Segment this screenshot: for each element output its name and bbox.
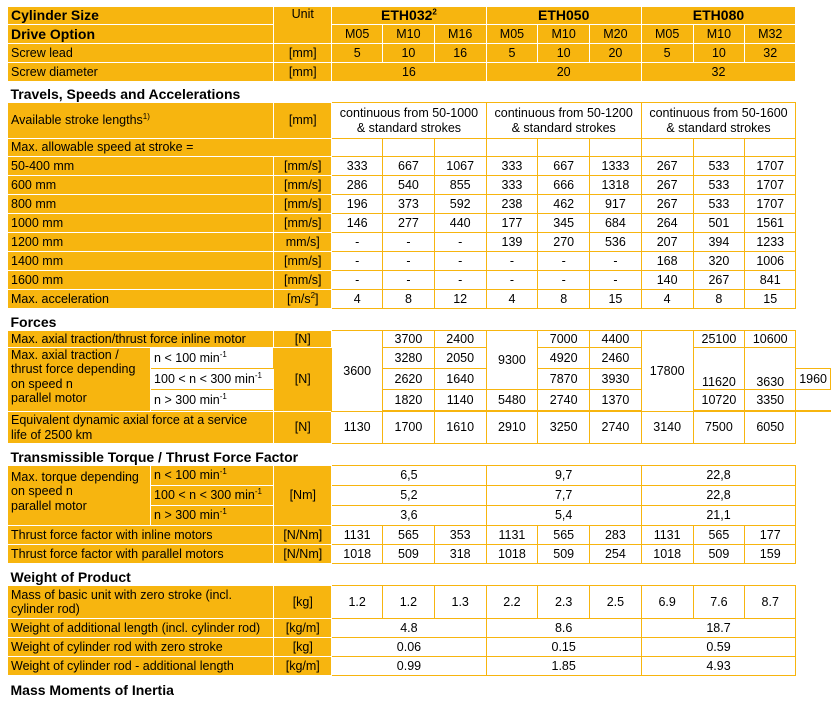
value-cell: 2740 xyxy=(538,390,590,411)
value-cell: 10 xyxy=(693,44,745,63)
value-cell: 4400 xyxy=(590,331,642,348)
value-cell: 1318 xyxy=(590,176,642,195)
value-cell: 3700 xyxy=(383,331,435,348)
value-cell: 25100 xyxy=(693,331,745,348)
value-cell: 196 xyxy=(332,195,383,214)
value-cell: 16 xyxy=(434,44,486,63)
value-cell: 267 xyxy=(693,271,745,290)
value-cell: 1707 xyxy=(745,195,796,214)
value-cell: 283 xyxy=(590,526,642,545)
speed-stroke-label: 600 mm xyxy=(8,176,274,195)
value-cell: 18.7 xyxy=(641,619,795,638)
value-cell: 177 xyxy=(745,526,796,545)
speed-rows xyxy=(8,157,831,290)
value-cell: 1131 xyxy=(641,526,693,545)
speed-range: n > 300 $\min^{-1}$ xyxy=(151,390,274,411)
unit-cell: [kg/m] xyxy=(274,657,332,676)
value-cell: - xyxy=(383,271,435,290)
value-cell: 277 xyxy=(383,214,435,233)
value-cell: 2.2 xyxy=(486,586,538,619)
value-cell: 1018 xyxy=(486,545,538,564)
value-cell: 7000 xyxy=(538,331,590,348)
tff-inline-label: Thrust force factor with inline motors xyxy=(8,526,274,545)
value-cell: 10 xyxy=(538,44,590,63)
value-cell: - xyxy=(434,271,486,290)
value-cell: 394 xyxy=(693,233,745,252)
value-cell: 1700 xyxy=(383,412,435,444)
value-cell: 1960 xyxy=(796,369,831,390)
value-cell: 146 xyxy=(332,214,383,233)
value-cell: 5480 xyxy=(486,390,538,411)
value-cell: 3280 xyxy=(383,348,435,369)
value-cell: 373 xyxy=(383,195,435,214)
value-cell: 7870 xyxy=(538,369,590,390)
speed-row xyxy=(8,233,831,252)
value-cell: 22,8 xyxy=(641,466,795,486)
unit-cell: [mm/s] xyxy=(274,214,332,233)
value-cell: 2910 xyxy=(486,412,538,444)
value-cell: 5 xyxy=(641,44,693,63)
equiv-force-label: Equivalent dynamic axial force at a service life of 2500 km xyxy=(8,412,274,444)
section-title: Mass Moments of Inertia xyxy=(8,676,796,698)
value-cell: 0.06 xyxy=(332,638,486,657)
value-cell: 318 xyxy=(434,545,486,564)
inline-force-label: Max. axial traction/thrust force inline motor xyxy=(8,331,274,348)
eth080-header: ETH080 xyxy=(641,7,795,25)
value-cell: 207 xyxy=(641,233,693,252)
value-cell: 667 xyxy=(538,157,590,176)
value-cell: 1.2 xyxy=(383,586,435,619)
value-cell: - xyxy=(486,271,538,290)
eth032-header: $ETH032^2$ xyxy=(332,7,486,25)
speed-row xyxy=(8,214,831,233)
unit-cell: [kg/m] xyxy=(274,619,332,638)
screw-diameter-label: Screw diameter xyxy=(8,63,274,82)
unit-cell: [N/Nm] xyxy=(274,526,332,545)
value-cell: 286 xyxy=(332,176,383,195)
value-cell: 333 xyxy=(486,157,538,176)
unit-cell: [kg] xyxy=(274,586,332,619)
value-cell: 4 xyxy=(486,290,538,309)
speed-stroke-label: 1200 mm xyxy=(8,233,274,252)
value-cell: 3140 xyxy=(641,412,693,444)
additional-weight-label: Weight of additional length (incl. cylinder rod) xyxy=(8,619,274,638)
value-cell: 1006 xyxy=(745,252,796,271)
value-cell: 3,6 xyxy=(332,506,486,526)
value-cell: 4 xyxy=(332,290,383,309)
value-cell: 238 xyxy=(486,195,538,214)
speed-row xyxy=(8,252,831,271)
drive-option-label: Drive Option xyxy=(8,25,274,44)
value-cell: 2.3 xyxy=(538,586,590,619)
unit-cell: [Nm] xyxy=(274,466,332,526)
unit-cell: [mm/s] xyxy=(274,157,332,176)
value-cell: 2400 xyxy=(434,331,486,348)
value-cell: 16 xyxy=(332,63,486,82)
value-cell: 0.59 xyxy=(641,638,795,657)
stroke-value: continuous from 50-1200 & standard strokes xyxy=(486,103,641,139)
value-cell: - xyxy=(332,252,383,271)
value-cell: - xyxy=(538,252,590,271)
unit-cell: [N] xyxy=(274,331,332,348)
unit-cell: $[m/s^2]$ xyxy=(274,290,332,309)
drive-cell: M10 xyxy=(538,25,590,44)
speed-range: n < 100 $\min^{-1}$ xyxy=(151,466,274,486)
value-cell: 2050 xyxy=(434,348,486,369)
tff-parallel-label: Thrust force factor with parallel motors xyxy=(8,545,274,564)
value-cell: 540 xyxy=(383,176,435,195)
stroke-value: continuous from 50-1600 & standard strokes xyxy=(641,103,795,139)
parallel-force-label: Max. axial traction / thrust force depending on speed n parallel motor xyxy=(8,348,151,412)
section-title: Travels, Speeds and Accelerations xyxy=(8,82,796,103)
value-cell: 2620 xyxy=(383,369,435,390)
value-cell: 440 xyxy=(434,214,486,233)
value-cell: 159 xyxy=(745,545,796,564)
value-cell: 8 xyxy=(383,290,435,309)
value-cell: 267 xyxy=(641,157,693,176)
value-cell: 509 xyxy=(693,545,745,564)
value-cell: 6,5 xyxy=(332,466,486,486)
rod-zero-label: Weight of cylinder rod with zero stroke xyxy=(8,638,274,657)
value-cell: - xyxy=(434,252,486,271)
header-title: Cylinder Size xyxy=(8,7,274,25)
value-cell: 5 xyxy=(332,44,383,63)
value-cell: 1640 xyxy=(434,369,486,390)
unit-cell: [mm] xyxy=(274,103,332,139)
mass-label: Mass of basic unit with zero stroke (incl. cylinder rod) xyxy=(8,586,274,619)
value-cell: 12 xyxy=(434,290,486,309)
value-cell: 841 xyxy=(745,271,796,290)
value-cell: 139 xyxy=(486,233,538,252)
value-cell: - xyxy=(486,252,538,271)
value-cell: 32 xyxy=(745,44,796,63)
value-cell: 140 xyxy=(641,271,693,290)
value-cell: 667 xyxy=(383,157,435,176)
value-cell: 20 xyxy=(486,63,641,82)
value-cell: 509 xyxy=(383,545,435,564)
speed-header: Max. allowable speed at stroke = xyxy=(8,139,332,157)
value-cell: 254 xyxy=(590,545,642,564)
value-cell: 3930 xyxy=(590,369,642,390)
value-cell: 565 xyxy=(693,526,745,545)
value-cell: 353 xyxy=(434,526,486,545)
value-cell: 4.8 xyxy=(332,619,486,638)
unit-cell: [N] xyxy=(274,412,332,444)
value-cell: 8.6 xyxy=(486,619,641,638)
section-title: Weight of Product xyxy=(8,564,796,586)
value-cell: - xyxy=(332,271,383,290)
value-cell: 1.2 xyxy=(332,586,383,619)
speed-row xyxy=(8,157,831,176)
speed-row xyxy=(8,176,831,195)
value-cell: 684 xyxy=(590,214,642,233)
drive-cell: M05 xyxy=(486,25,538,44)
drive-cell: M10 xyxy=(693,25,745,44)
unit-cell: [mm] xyxy=(274,44,332,63)
value-cell: 1131 xyxy=(486,526,538,545)
value-cell: 15 xyxy=(745,290,796,309)
drive-cell: M05 xyxy=(641,25,693,44)
value-cell: 1.3 xyxy=(434,586,486,619)
value-cell: 592 xyxy=(434,195,486,214)
value-cell: 11620 xyxy=(693,348,745,390)
speed-stroke-label: 1400 mm xyxy=(8,252,274,271)
value-cell: 1018 xyxy=(641,545,693,564)
value-cell: 666 xyxy=(538,176,590,195)
spec-table xyxy=(7,6,831,698)
eth050-header: ETH050 xyxy=(486,7,641,25)
unit-cell: [mm] xyxy=(274,63,332,82)
value-cell: 10 xyxy=(383,44,435,63)
unit-cell: [mm/s] xyxy=(274,252,332,271)
value-cell: 9300 xyxy=(486,331,538,390)
value-cell: 4 xyxy=(641,290,693,309)
speed-range: n > 300 $\min^{-1}$ xyxy=(151,506,274,526)
torque-label: Max. torque depending on speed n parallel motor xyxy=(8,466,151,526)
unit-cell: [mm/s] xyxy=(274,195,332,214)
speed-row xyxy=(8,271,831,290)
value-cell: 168 xyxy=(641,252,693,271)
drive-cell: M32 xyxy=(745,25,796,44)
value-cell: 7500 xyxy=(693,412,745,444)
rod-additional-label: Weight of cylinder rod - additional length xyxy=(8,657,274,676)
value-cell: 501 xyxy=(693,214,745,233)
speed-row xyxy=(8,195,831,214)
value-cell: 3250 xyxy=(538,412,590,444)
value-cell: 1233 xyxy=(745,233,796,252)
value-cell: 1707 xyxy=(745,176,796,195)
value-cell: 21,1 xyxy=(641,506,795,526)
unit-cell: [N/Nm] xyxy=(274,545,332,564)
value-cell: 462 xyxy=(538,195,590,214)
speed-stroke-label: 1000 mm xyxy=(8,214,274,233)
value-cell: 3600 xyxy=(332,331,383,412)
value-cell: 855 xyxy=(434,176,486,195)
section-title: Forces xyxy=(8,309,796,331)
value-cell: - xyxy=(538,271,590,290)
value-cell: - xyxy=(590,271,642,290)
value-cell: 1820 xyxy=(383,390,435,411)
value-cell: 9,7 xyxy=(486,466,641,486)
value-cell: - xyxy=(434,233,486,252)
value-cell: 333 xyxy=(486,176,538,195)
value-cell: - xyxy=(383,233,435,252)
value-cell: 3350 xyxy=(745,390,796,411)
value-cell: 0.99 xyxy=(332,657,486,676)
value-cell: 333 xyxy=(332,157,383,176)
value-cell: 1610 xyxy=(434,412,486,444)
value-cell: 5,2 xyxy=(332,486,486,506)
value-cell: 1018 xyxy=(332,545,383,564)
value-cell: 15 xyxy=(590,290,642,309)
unit-cell: [N] xyxy=(274,348,332,412)
value-cell: 4.93 xyxy=(641,657,795,676)
value-cell: 8.7 xyxy=(745,586,796,619)
value-cell: 320 xyxy=(693,252,745,271)
value-cell: 565 xyxy=(383,526,435,545)
value-cell: 8 xyxy=(693,290,745,309)
accel-label: Max. acceleration xyxy=(8,290,274,309)
value-cell: 1707 xyxy=(745,157,796,176)
value-cell: 10720 xyxy=(693,390,745,411)
value-cell: 1130 xyxy=(332,412,383,444)
drive-cell: M20 xyxy=(590,25,642,44)
speed-range: 100 < n < 300 $\min^{-1}$ xyxy=(151,486,274,506)
value-cell: 267 xyxy=(641,176,693,195)
value-cell: 177 xyxy=(486,214,538,233)
unit-header: Unit xyxy=(274,7,332,44)
value-cell: 10600 xyxy=(745,331,796,348)
value-cell: 917 xyxy=(590,195,642,214)
value-cell: 1131 xyxy=(332,526,383,545)
value-cell: 1.85 xyxy=(486,657,641,676)
value-cell: 32 xyxy=(641,63,795,82)
value-cell: 1333 xyxy=(590,157,642,176)
value-cell: 264 xyxy=(641,214,693,233)
value-cell: 3630 xyxy=(745,348,796,390)
value-cell: 1370 xyxy=(590,390,642,411)
value-cell: - xyxy=(332,233,383,252)
speed-stroke-label: 50-400 mm xyxy=(8,157,274,176)
value-cell: 20 xyxy=(590,44,642,63)
value-cell: 533 xyxy=(693,157,745,176)
speed-range: 100 < n < 300 $\min^{-1}$ xyxy=(151,369,274,390)
value-cell: - xyxy=(383,252,435,271)
value-cell: 2.5 xyxy=(590,586,642,619)
value-cell: 1067 xyxy=(434,157,486,176)
value-cell: - xyxy=(590,252,642,271)
value-cell: 565 xyxy=(538,526,590,545)
value-cell: 5,4 xyxy=(486,506,641,526)
unit-cell: [kg] xyxy=(274,638,332,657)
drive-cell: M10 xyxy=(383,25,435,44)
value-cell: 7,7 xyxy=(486,486,641,506)
drive-cell: M16 xyxy=(434,25,486,44)
value-cell: 4920 xyxy=(538,348,590,369)
speed-stroke-label: 800 mm xyxy=(8,195,274,214)
value-cell: 2460 xyxy=(590,348,642,369)
stroke-label: Available stroke lengths$^{1)}$ xyxy=(8,103,274,139)
section-title: Transmissible Torque / Thrust Force Factor xyxy=(8,444,796,466)
unit-cell: [mm/s] xyxy=(274,176,332,195)
value-cell: 6.9 xyxy=(641,586,693,619)
screw-lead-label: Screw lead xyxy=(8,44,274,63)
speed-stroke-label: 1600 mm xyxy=(8,271,274,290)
value-cell: 5 xyxy=(486,44,538,63)
value-cell: 536 xyxy=(590,233,642,252)
unit-cell: [mm/s] xyxy=(274,271,332,290)
value-cell: 1140 xyxy=(434,390,486,411)
stroke-value: continuous from 50-1000 & standard strokes xyxy=(332,103,486,139)
value-cell: 6050 xyxy=(745,412,796,444)
value-cell: 533 xyxy=(693,195,745,214)
value-cell: 17800 xyxy=(641,331,693,412)
value-cell: 345 xyxy=(538,214,590,233)
value-cell: 1561 xyxy=(745,214,796,233)
value-cell: 22,8 xyxy=(641,486,795,506)
value-cell: 0.15 xyxy=(486,638,641,657)
value-cell: 270 xyxy=(538,233,590,252)
unit-cell: mm/s] xyxy=(274,233,332,252)
value-cell: 533 xyxy=(693,176,745,195)
value-cell: 267 xyxy=(641,195,693,214)
speed-range: n < 100 $\min^{-1}$ xyxy=(151,348,274,369)
value-cell: 7.6 xyxy=(693,586,745,619)
value-cell: 2740 xyxy=(590,412,642,444)
value-cell: 509 xyxy=(538,545,590,564)
value-cell: 8 xyxy=(538,290,590,309)
drive-cell: M05 xyxy=(332,25,383,44)
